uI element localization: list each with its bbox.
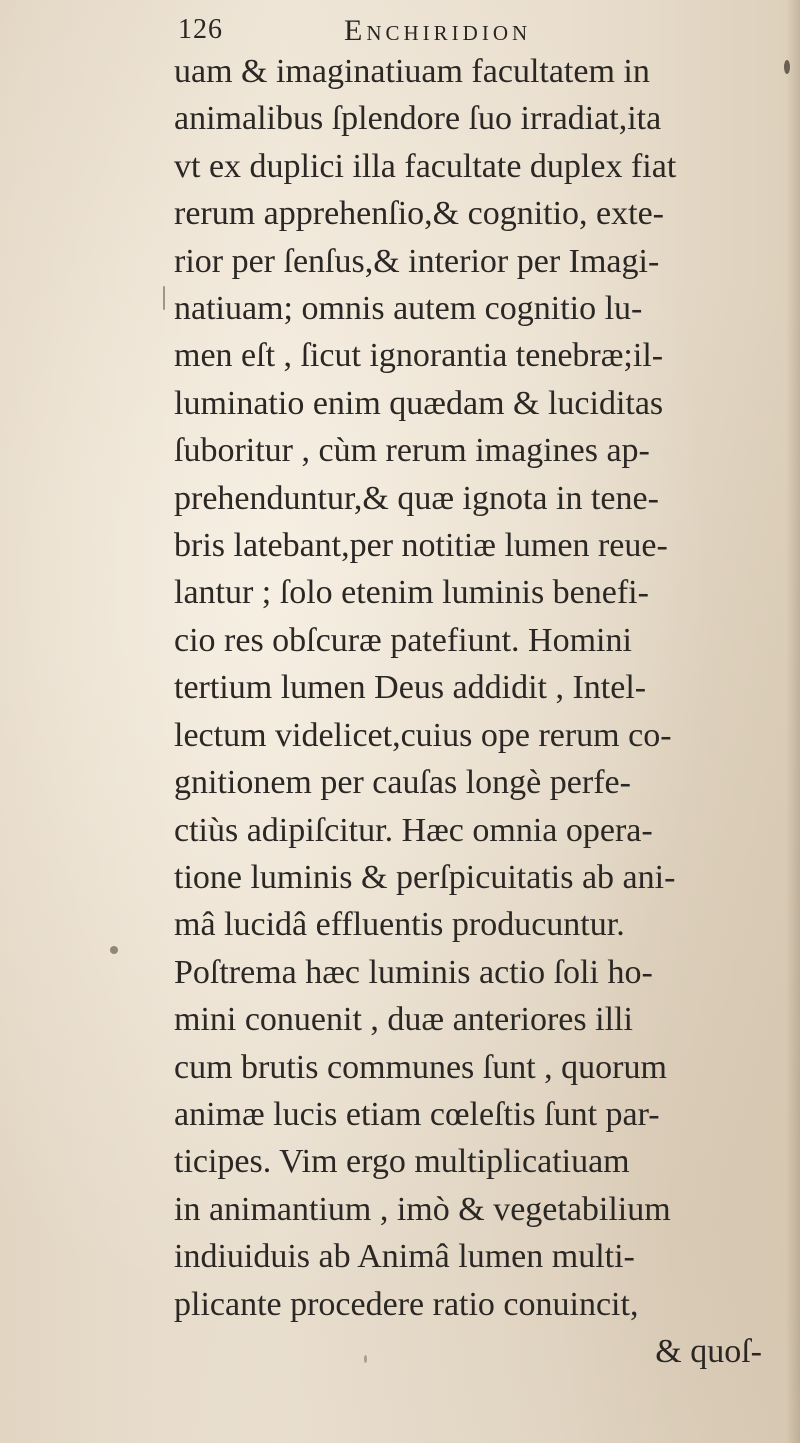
text-line: cio res obſcuræ patefiunt. Homini (174, 621, 632, 659)
ink-speck (110, 946, 118, 954)
text-line: luminatio enim quædam & luciditas (174, 384, 664, 422)
text-line: lectum videlicet,cuius ope rerum co- (174, 716, 672, 754)
text-line: mini conuenit , duæ anteriores illi (174, 1001, 633, 1039)
text-line: men eſt , ſicut ignorantia tenebræ;il- (174, 337, 664, 375)
text-line: Poſtrema hæc luminis actio ſoli ho- (174, 953, 653, 991)
text-line: rior per ſenſus,& interior per Imagi- (174, 242, 660, 280)
text-line: ticipes. Vim ergo multiplicatiuam (174, 1143, 630, 1181)
text-line: rerum apprehenſio,& cognitio, exte- (174, 195, 664, 233)
body-text (174, 48, 774, 1375)
text-line: plicante procedere ratio conuincit, (174, 1285, 639, 1323)
text-line: in animantium , imò & vegetabilium (174, 1190, 671, 1228)
text-line: gnitionem per cauſas longè perfe- (174, 764, 631, 802)
text-line: tione luminis & perſpicuitatis ab ani- (174, 858, 676, 896)
text-line: tertium lumen Deus addidit , Intel- (174, 669, 647, 707)
text-line: ctiùs adipiſcitur. Hæc omnia opera- (174, 811, 653, 849)
running-head: Enchiridion (344, 14, 532, 47)
text-line: ſuboritur , cùm rerum imagines ap- (174, 432, 650, 470)
text-line: animalibus ſplendore ſuo irradiat,ita (174, 100, 662, 138)
catchword: & quoſ- (655, 1332, 762, 1370)
text-line: prehenduntur,& quæ ignota in tene- (174, 479, 659, 517)
text-line: bris latebant,per notitiæ lumen reue- (174, 527, 668, 565)
text-line: lantur ; ſolo etenim luminis benefi- (174, 574, 649, 612)
ink-speck (784, 60, 790, 74)
text-line: animæ lucis etiam cœleſtis ſunt par- (174, 1095, 660, 1133)
text-line: cum brutis communes ſunt , quorum (174, 1048, 667, 1086)
text-line: vt ex duplici illa facultate duplex fiat (174, 147, 677, 185)
ink-speck (163, 286, 165, 310)
text-line: natiuam; omnis autem cognitio lu- (174, 290, 643, 328)
page-number: 126 (178, 14, 223, 45)
text-line: mâ lucidâ effluentis producuntur. (174, 906, 625, 944)
text-line: uam & imaginatiuam facultatem in (174, 53, 650, 90)
ink-speck (364, 1355, 367, 1363)
text-line: indiuiduis ab Animâ lumen multi- (174, 1238, 635, 1276)
page-edge-shadow (786, 0, 800, 1443)
